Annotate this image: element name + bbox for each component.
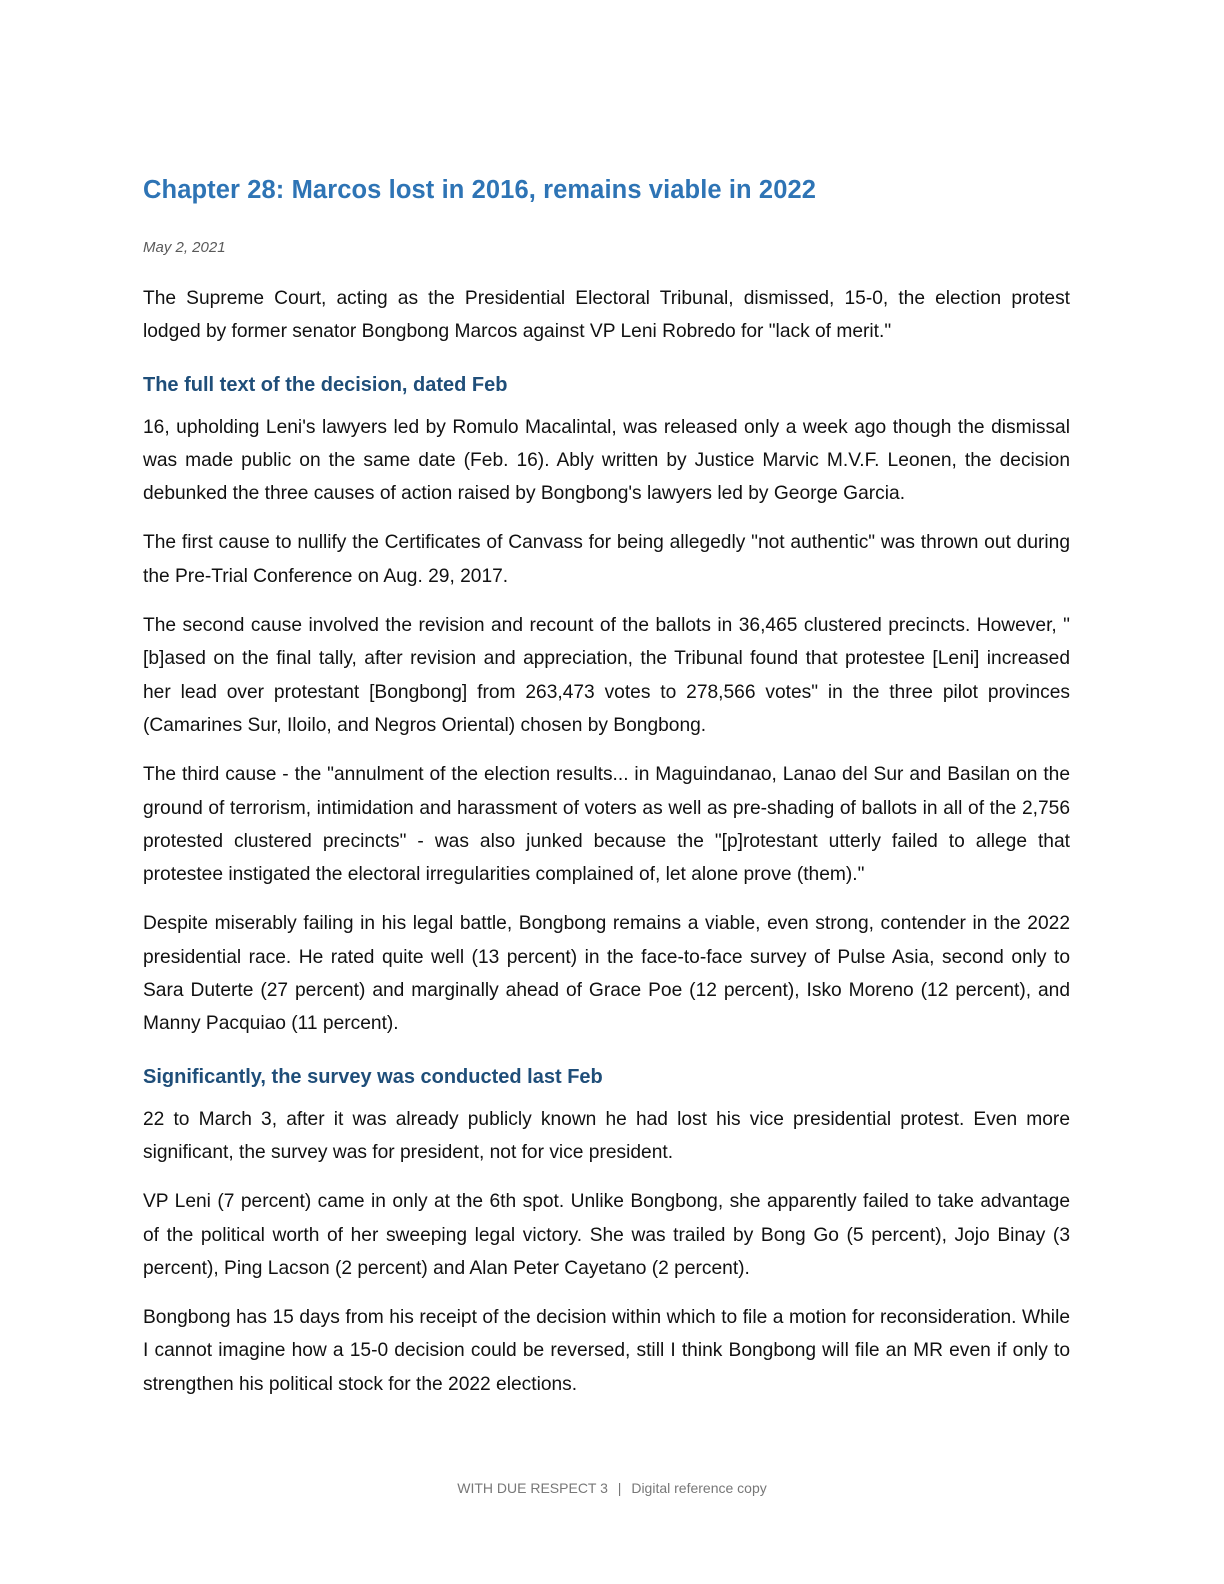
footer-separator: |: [617, 1480, 622, 1496]
paragraph: The Supreme Court, acting as the Presidential Electoral Tribunal, dismissed, 15-0, the election protest lodged by former senator Bongbong Marcos against VP Leni Robredo for "lack of merit.": [143, 288, 1070, 343]
footer-copy-note: Digital reference copy: [631, 1480, 767, 1496]
paragraph: 22 to March 3, after it was already publicly known he had lost his vice presidential protest. Even more significant, the survey was for president, not for vice president.: [143, 1108, 1070, 1163]
paragraph: The third cause - the "annulment of the election results... in Maguindanao, Lanao del Sur and Basilan on the ground of terrorism, intimidation and harassment of voters as well as pre-shading of ballots in all of the 2,756 protested clustered precincts" - was also junked because the "[p]rotestant utterly failed to allege that protestee instigated the electoral irregularities complained of, let alone prove (them).": [143, 764, 1070, 886]
footer-book-page: WITH DUE RESPECT 3: [457, 1480, 608, 1496]
paragraph: 16, upholding Leni's lawyers led by Romulo Macalintal, was released only a week ago though the dismissal was made public on the same date (Feb. 16). Ably written by Justice Marvic M.V.F. Leonen, the decision debunked the three causes of action raised by Bongbong's lawyers led by George Garcia.: [143, 416, 1070, 505]
subheading: Significantly, the survey was conducted last Feb: [143, 1065, 603, 1088]
page-footer: [0, 1478, 1224, 1498]
paragraph: Bongbong has 15 days from his receipt of the decision within which to file a motion for reconsideration. While I cannot imagine how a 15-0 decision could be reversed, still I think Bongbong will file an MR even if only to strengthen his political stock for the 2022 elections.: [143, 1307, 1070, 1395]
chapter-title: Chapter 28: Marcos lost in 2016, remains viable in 2022: [143, 176, 817, 204]
subheading: The full text of the decision, dated Feb: [143, 373, 508, 396]
paragraph: Despite miserably failing in his legal battle, Bongbong remains a viable, even strong, contender in the 2022 presidential race. He rated quite well (13 percent) in the face-to-face survey of Pulse Asia, second only to Sara Duterte (27 percent) and marginally ahead of Grace Poe (12 percent), Isko Moreno (12 percent), and Manny Pacquiao (11 percent).: [143, 913, 1070, 1035]
document-page: [143, 170, 1070, 1417]
paragraph: VP Leni (7 percent) came in only at the 6th spot. Unlike Bongbong, she apparently failed to take advantage of the political worth of her sweeping legal victory. She was trailed by Bong Go (5 percent), Jojo Binay (3 percent), Ping Lacson (2 percent) and Alan Peter Cayetano (2 percent).: [143, 1191, 1070, 1279]
paragraph: The second cause involved the revision and recount of the ballots in 36,465 clustered precincts. However, "[b]ased on the final tally, after revision and appreciation, the Tribunal found that protestee [Leni] increased her lead over protestant [Bongbong] from 263,473 votes to 278,566 votes" in the three pilot provinces (Camarines Sur, Iloilo, and Negros Oriental) chosen by Bongbong.: [143, 615, 1070, 736]
publication-date: May 2, 2021: [143, 239, 226, 256]
paragraph: The first cause to nullify the Certificates of Canvass for being allegedly "not authentic" was thrown out during the Pre-Trial Conference on Aug. 29, 2017.: [143, 532, 1070, 587]
